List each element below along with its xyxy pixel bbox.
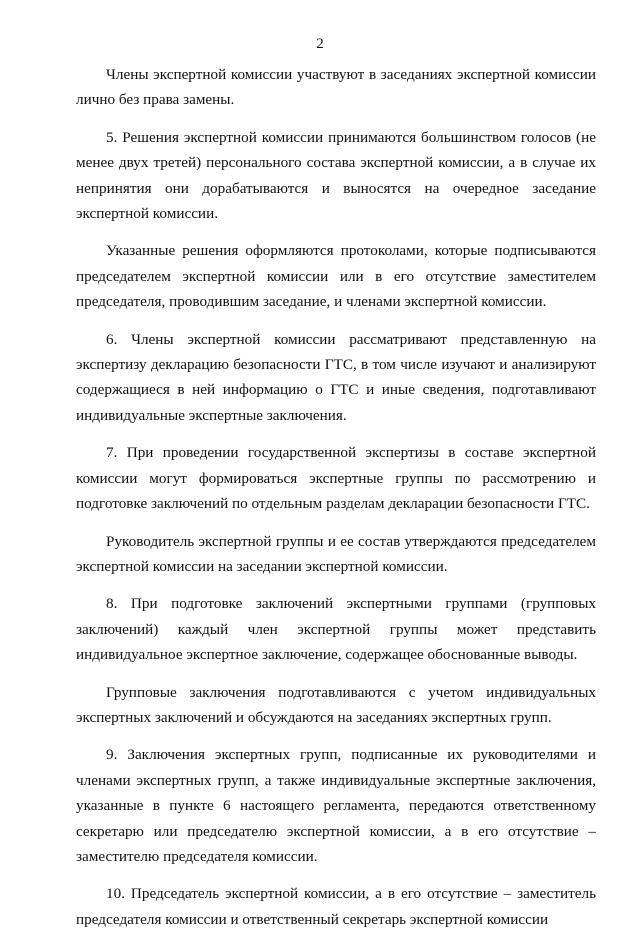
paragraph-8-group-conclusions: 8. При подготовке заключений экспертными группами (групповых заключений) каждый член экспертной группы может представить индивидуальное экспертное заключение, содержащее обоснованные выводы. — [76, 595, 596, 664]
paragraph-9-conclusions-transfer: 9. Заключения экспертных групп, подписанные их руководителями и членами экспертных групп, а также индивидуальные экспертные заключения, указанные в пункте 6 настоящего регламента, передаются ответственному секретарю или председателю экспертной комиссии, а в его отсутствие – заместителю председателя комиссии. — [76, 746, 596, 865]
paragraph-7-expert-groups: 7. При проведении государственной экспертизы в составе экспертной комиссии могут формироваться экспертные группы по рассмотрению и подготовке заключений по отдельным разделам декларации безопасности ГТС. — [76, 444, 596, 513]
paragraph-5-decisions: 5. Решения экспертной комиссии принимаются большинством голосов (не менее двух третей) персонального состава экспертной комиссии, а в случае их непринятия они дорабатываются и выносятся на очередное заседание экспертной комиссии. — [76, 128, 596, 223]
paragraph-members-attendance: Члены экспертной комиссии участвуют в заседаниях экспертной комиссии лично без права замены. — [76, 66, 596, 109]
paragraph-group-leader: Руководитель экспертной группы и ее состав утверждаются председателем экспертной комиссии на заседании экспертной комиссии. — [76, 532, 596, 575]
paragraph-6-members-review: 6. Члены экспертной комиссии рассматривают представленную на экспертизу декларацию безопасности ГТС, в том числе изучают и анализируют содержащиеся в ней информацию о ГТС и иные сведения, подготавливают индивидуальные экспертные заключения. — [76, 330, 596, 424]
paragraph-10-chairman: 10. Председатель экспертной комиссии, а в его отсутствие – заместитель председателя комиссии и ответственный секретарь экспертной комиссии — [76, 885, 596, 928]
page-number: 2 — [316, 36, 324, 52]
document-body — [76, 62, 596, 932]
paragraph-decisions-protocols: Указанные решения оформляются протоколами, которые подписываются председателем экспертной комиссии или в его отсутствие заместителем председателя, проводившим заседание, и членами экспертной комиссии. — [76, 242, 596, 311]
paragraph-group-conclusions-prepared: Групповые заключения подготавливаются с учетом индивидуальных экспертных заключений и обсуждаются на заседаниях экспертных групп. — [76, 683, 596, 726]
